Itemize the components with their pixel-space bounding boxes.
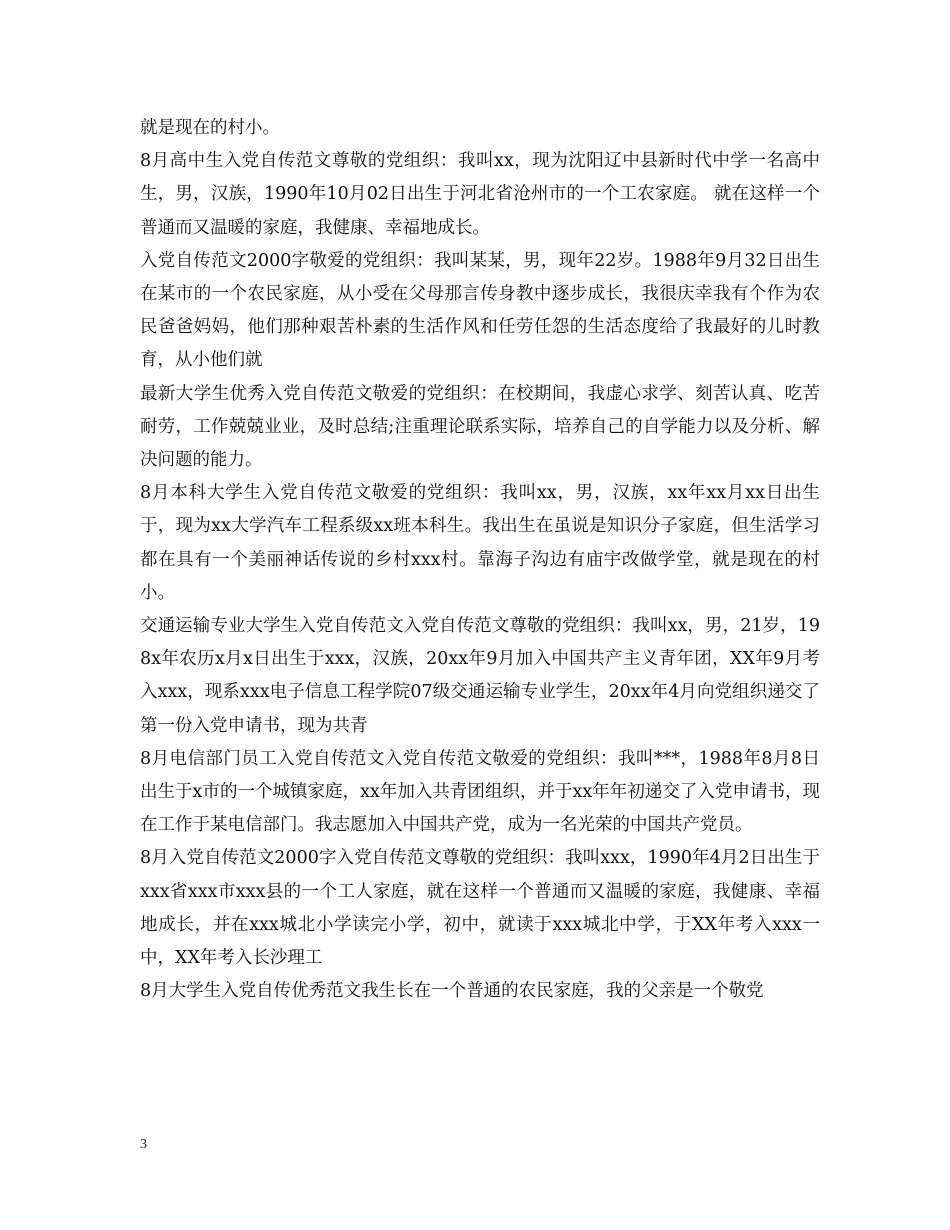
- paragraph-7: 8月电信部门员工入党自传范文入党自传范文敬爱的党组织：我叫***，1988年8月8日出生于x市的一个城镇家庭，xx年加入共青团组织，并于xx年年初递交了入党申请书，现在工作于某电信部门。我志愿加入中国共产党，成为一名光荣的中国共产党员。: [140, 748, 820, 836]
- paragraph-3: 入党自传范文2000字敬爱的党组织：我叫某某，男，现年22岁。1988年9月32日出生在某市的一个农民家庭，从小受在父母那言传身教中逐步成长，我很庆幸我有个作为农民爸爸妈妈，他们那种艰苦朴素的生活作风和任劳任怨的生活态度给了我最好的儿时教育，从小他们就: [140, 250, 820, 371]
- paragraph-1: 就是现在的村小。: [140, 118, 280, 138]
- paragraph-4: 最新大学生优秀入党自传范文敬爱的党组织：在校期间，我虚心求学、刻苦认真、吃苦耐劳，工作兢兢业业，及时总结;注重理论联系实际，培养自己的自学能力以及分析、解决问题的能力。: [140, 383, 820, 471]
- paragraph-6: 交通运输专业大学生入党自传范文入党自传范文尊敬的党组织：我叫xx，男，21岁，198x年农历x月x日出生于xxx，汉族，20xx年9月加入中国共产主义青年团，XX年9月考入xxx，现系xxx电子信息工程学院07级交通运输专业学生，20xx年4月向党组织递交了第一份入党申请书，现为共青: [140, 616, 820, 736]
- paragraph-2: 8月高中生入党自传范文尊敬的党组织：我叫xx，现为沈阳辽中县新时代中学一名高中生，男，汉族，1990年10月02日出生于河北省沧州市的一个工农家庭。 就在这样一个普通而又温暖的家庭，我健康、幸福地成长。: [140, 151, 820, 238]
- page-number: 3: [140, 1137, 147, 1152]
- paragraph-9: 8月大学生入党自传优秀范文我生长在一个普通的农民家庭，我的父亲是一个敬党: [140, 981, 764, 1002]
- document-body: [140, 112, 820, 1008]
- paragraph-5: 8月本科大学生入党自传范文敬爱的党组织：我叫xx，男，汉族，xx年xx月xx日出生于，现为xx大学汽车工程系级xx班本科生。我出生在虽说是知识分子家庭，但生活学习都在具有一个美丽神话传说的乡村xxx村。靠海子沟边有庙宇改做学堂，就是现在的村小。: [140, 483, 820, 603]
- paragraph-8: 8月入党自传范文2000字入党自传范文尊敬的党组织：我叫xxx，1990年4月2日出生于xxx省xxx市xxx县的一个工人家庭，就在这样一个普通而又温暖的家庭，我健康、幸福地成长，并在xxx城北小学读完小学，初中，就读于xxx城北中学，于XX年考入xxx一中，XX年考入长沙理工: [140, 848, 820, 969]
